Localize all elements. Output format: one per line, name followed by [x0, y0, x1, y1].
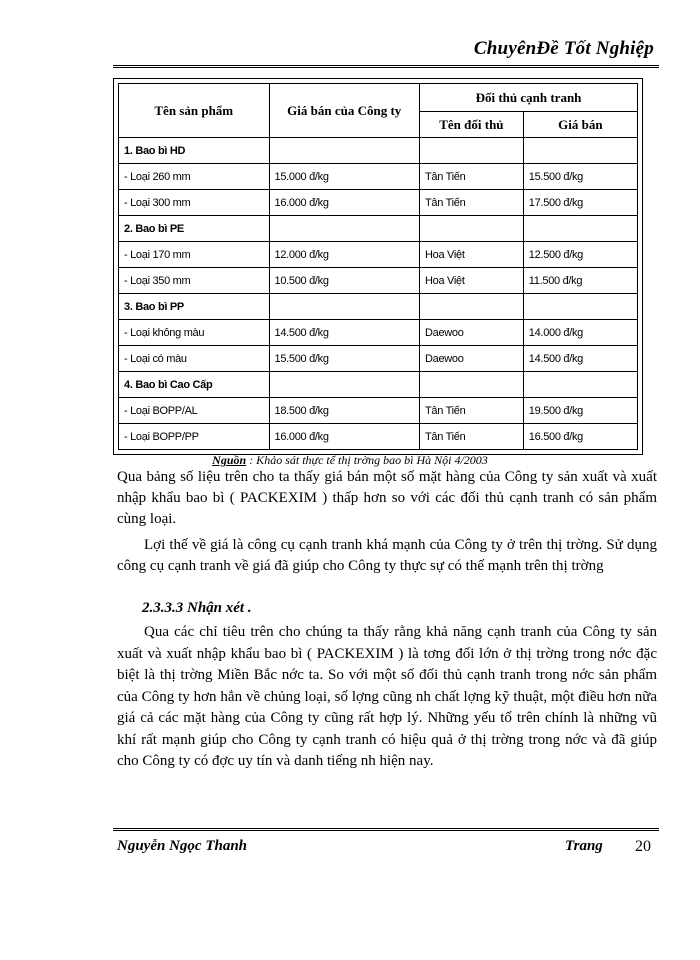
- table-row: [119, 190, 638, 216]
- cell-price: 14.500 đ/kg: [269, 320, 420, 346]
- paragraph-price-summary: Qua bảng số liệu trên cho ta thấy giá bán một số mặt hàng của Công ty sản xuất và xuất nhập khẩu bao bì ( PACKEXIM ) thấp hơn so với các đối thủ cạnh tranh có sản phẩm cùng loại.: [117, 469, 657, 527]
- cell-product: 1. Bao bì HD: [119, 138, 270, 164]
- cell-competitor-price: [523, 294, 637, 320]
- cell-competitor-price: 14.500 đ/kg: [523, 346, 637, 372]
- cell-product: 4. Bao bì Cao Cấp: [119, 372, 270, 398]
- cell-competitor: [420, 372, 524, 398]
- cell-competitor: [420, 216, 524, 242]
- cell-product: - Loại 170 mm: [119, 242, 270, 268]
- footer-rule: [113, 828, 659, 831]
- price-comparison-table-frame: [113, 78, 643, 455]
- table-row: [119, 216, 638, 242]
- cell-competitor-price: 17.500 đ/kg: [523, 190, 637, 216]
- footer-author: Nguyễn Ngọc Thanh: [117, 838, 248, 854]
- cell-competitor: [420, 294, 524, 320]
- cell-product: 2. Bao bì PE: [119, 216, 270, 242]
- cell-price: [269, 138, 420, 164]
- cell-product: - Loại không màu: [119, 320, 270, 346]
- cell-competitor-price: [523, 372, 637, 398]
- table-row: [119, 242, 638, 268]
- paragraph-price-advantage: Lợi thế về giá là công cụ cạnh tranh khá mạnh của Công ty ở trên thị trờng. Sử dụng công cụ cạnh tranh về giá đã giúp cho Công ty thực sự có thế mạnh trên thị trờng: [117, 537, 657, 574]
- cell-price: [269, 216, 420, 242]
- cell-competitor: Hoa Việt: [420, 268, 524, 294]
- table-source-note: [0, 453, 700, 468]
- header-competitor-group: Đối thủ cạnh tranh: [420, 84, 638, 112]
- cell-product: - Loại BOPP/PP: [119, 424, 270, 450]
- cell-price: 15.500 đ/kg: [269, 346, 420, 372]
- header-competitor-name: Tên đối thủ: [420, 112, 524, 138]
- cell-product: - Loại 260 mm: [119, 164, 270, 190]
- header-rule: [113, 65, 659, 68]
- cell-price: 18.500 đ/kg: [269, 398, 420, 424]
- cell-price: [269, 294, 420, 320]
- cell-competitor: [420, 138, 524, 164]
- header-product: Tên sản phẩm: [119, 84, 270, 138]
- cell-product: - Loại BOPP/AL: [119, 398, 270, 424]
- cell-competitor: Tân Tiến: [420, 190, 524, 216]
- cell-price: 16.000 đ/kg: [269, 190, 420, 216]
- cell-competitor: Daewoo: [420, 346, 524, 372]
- cell-competitor-price: [523, 216, 637, 242]
- cell-competitor-price: 15.500 đ/kg: [523, 164, 637, 190]
- header-competitor-price: Giá bán: [523, 112, 637, 138]
- cell-competitor-price: 14.000 đ/kg: [523, 320, 637, 346]
- table-row: [119, 424, 638, 450]
- table-row: [119, 372, 638, 398]
- header-company-price: Giá bán của Công ty: [269, 84, 420, 138]
- paragraph-remarks: Qua các chỉ tiêu trên cho chúng ta thấy rằng khả năng cạnh tranh của Công ty sản xuất và xuất nhập khẩu bao bì ( PACKEXIM ) là tơng đối lớn ở thị trờng trong nớc đặc biệt là thị trờng Miền Bắc nớc ta. So với một số đối thủ cạnh tranh trong nớc sản phẩm của Công ty hơn hẳn về chủng loại, số lợng cũng nh chất lợng kỹ thuật, một điều hơn nữa giá cả các mặt hàng của Công ty cũng rất hợp lý. Những yếu tố trên chính là những vũ khí rất mạnh giúp cho Công ty cạnh tranh có hiệu quả ở thị trờng trong nớc và đã giúp cho Công ty có đợc uy tín và danh tiếng nh hiện nay.: [117, 624, 657, 769]
- table-row: [119, 164, 638, 190]
- cell-competitor: Hoa Việt: [420, 242, 524, 268]
- cell-competitor: Daewoo: [420, 320, 524, 346]
- cell-competitor-price: [523, 138, 637, 164]
- source-label: Nguồn: [212, 453, 247, 467]
- price-comparison-table: [118, 83, 638, 450]
- cell-product: - Loại có màu: [119, 346, 270, 372]
- table-row: [119, 268, 638, 294]
- footer-page-number: 20: [635, 838, 651, 855]
- footer-page-label: Trang: [565, 838, 603, 854]
- cell-price: 16.000 đ/kg: [269, 424, 420, 450]
- table-row: [119, 320, 638, 346]
- cell-competitor-price: 11.500 đ/kg: [523, 268, 637, 294]
- document-header-title: ChuyênĐề Tốt Nghiệp: [473, 38, 654, 59]
- table-row: [119, 138, 638, 164]
- cell-competitor-price: 12.500 đ/kg: [523, 242, 637, 268]
- cell-price: 15.000 đ/kg: [269, 164, 420, 190]
- source-text: : Khảo sát thực tế thị trờng bao bì Hà Nội 4/2003: [249, 453, 488, 467]
- cell-product: - Loại 350 mm: [119, 268, 270, 294]
- cell-competitor-price: 16.500 đ/kg: [523, 424, 637, 450]
- cell-competitor: Tân Tiến: [420, 164, 524, 190]
- table-row: [119, 346, 638, 372]
- table-row: [119, 294, 638, 320]
- cell-price: 12.000 đ/kg: [269, 242, 420, 268]
- cell-price: 10.500 đ/kg: [269, 268, 420, 294]
- cell-competitor: Tân Tiến: [420, 424, 524, 450]
- cell-competitor: Tân Tiến: [420, 398, 524, 424]
- cell-competitor-price: 19.500 đ/kg: [523, 398, 637, 424]
- cell-product: 3. Bao bì PP: [119, 294, 270, 320]
- cell-price: [269, 372, 420, 398]
- cell-product: - Loại 300 mm: [119, 190, 270, 216]
- section-subheading: 2.3.3.3 Nhận xét .: [142, 600, 252, 616]
- table-row: [119, 398, 638, 424]
